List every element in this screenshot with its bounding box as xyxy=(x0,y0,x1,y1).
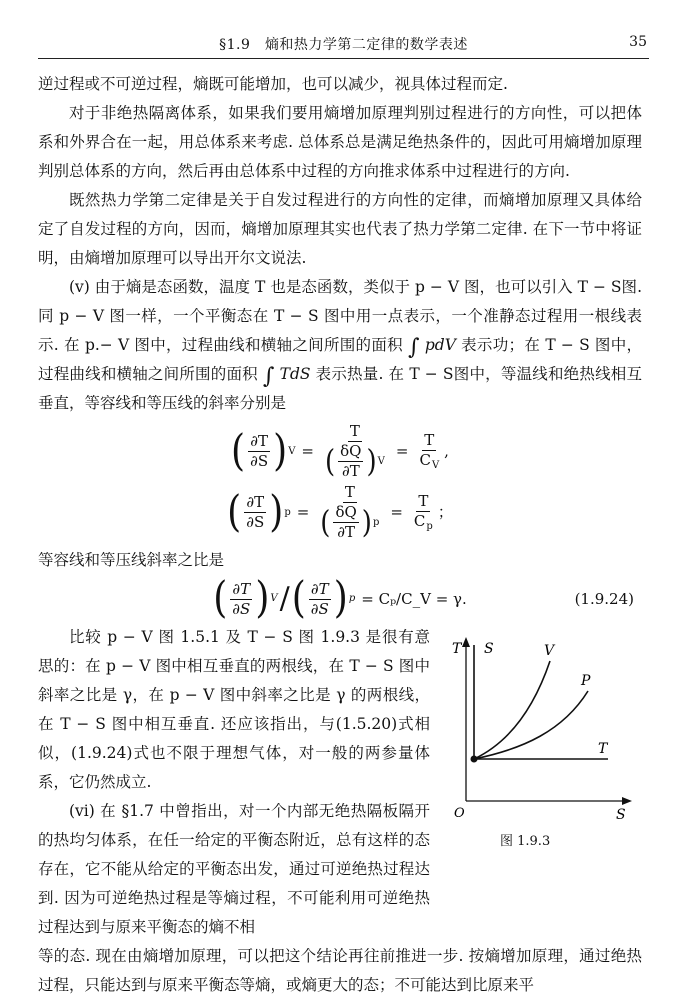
label-curve-t: T xyxy=(598,741,608,757)
paragraph-8: 等的态. 现在由熵增加原理，可以把这个结论再往前推进一步. 按熵增加原理，通过绝热过程，只能达到与原来平衡态等熵，或熵更大的态；不可能达到比原来平 xyxy=(38,947,642,994)
equation-isobaric: ( $\frac{\partial T}{\partial S}$ ) p = T ( $\frac{\delta Q}{\partial T}$ ) p = $\frac{T}{C_p}$ ； xyxy=(227,483,453,541)
t-axis-arrow xyxy=(462,637,470,647)
paragraph-5: 等容线和等压线斜率之比是 xyxy=(38,551,225,569)
text-with-figure xyxy=(38,623,642,942)
s-axis-arrow xyxy=(622,797,632,805)
integral-sign: ∫ xyxy=(408,335,420,360)
page-number: 35 xyxy=(629,34,647,50)
text-body xyxy=(38,70,642,1000)
p4-text-e: 表示热量. 在 T − S图中，等温线和绝热线相互垂直，等容线和等压线的斜率分别是 xyxy=(38,365,642,412)
label-s-axis: S xyxy=(616,807,626,821)
label-origin: O xyxy=(454,806,465,821)
ts-diagram xyxy=(438,631,634,821)
integral-sign-2: ∫ xyxy=(263,364,275,389)
figure-caption: 图 1.9.3 xyxy=(500,834,551,849)
paragraph-1: 逆过程或不可逆过程，熵既可能增加，也可以减少，视具体过程而定. xyxy=(38,75,508,93)
figure-1-9-3 xyxy=(430,623,642,942)
equation-isochoric: ( $\frac{\partial T}{\partial S}$ ) V = T ( $\frac{\delta Q}{\partial T}$ ) V = $\frac{T}{C_V}$ , xyxy=(231,422,449,480)
page-header xyxy=(38,32,649,59)
paragraph-3: 既然热力学第二定律是关于自发过程进行的方向性的定律，而熵增加原理又具体给定了自发过程的方向，因而，熵增加原理其实也代表了热力学第二定律. 在下一节中将证明，由熵增加原理可以导出开尔文说法. xyxy=(38,191,642,267)
equation-tag: (1.9.24) xyxy=(574,589,634,608)
running-title: §1.9 熵和热力学第二定律的数学表述 xyxy=(219,37,468,53)
label-curve-s: S xyxy=(484,641,494,657)
label-curve-v: V xyxy=(544,643,555,659)
equation-ratio: ( $\frac{\partial T}{\partial S}$ ) V / ( $\frac{\partial T}{\partial S}$ ) p = Cₚ/C_V = γ. (1.9.24) xyxy=(213,573,634,623)
paragraph-6: 比较 p − V 图 1.5.1 及 T − S 图 1.9.3 是很有意思的：在 p − V 图中相互垂直的两根线，在 T − S 图中斜率之比是 γ，在 p − V 图中斜率之比是 γ 的两根线，在 T − S 图中相互垂直. 还应该指出，与(1.5.20)式相似，(1.9.24)式也不限于理想气体，对一般的两参量体系，它仍然成立. xyxy=(38,628,430,791)
paragraph-4 xyxy=(38,273,642,418)
p4-text-c: 表示功；在 T − S 图中，过程曲线和横轴之间所围的面积 xyxy=(38,336,643,383)
p4-pdv: pdV xyxy=(424,336,456,354)
p4-tds: TdS xyxy=(279,365,311,383)
state-point xyxy=(471,756,478,763)
paragraph-2: 对于非绝热隔离体系，如果我们要用熵增加原理判别过程进行的方向性，可以把体系和外界合在一起，用总体系来考虑. 总体系总是满足绝热条件的，因此可用熵增加原理判别总体系的方向，然后再由总体系中过程的方向推求体系中过程进行的方向. xyxy=(38,104,642,180)
label-t-axis: T xyxy=(452,641,462,657)
p4-text-a: (v) 由于熵是态函数，温度 T 也是态函数，类似于 p − V 图，也可以引入 T − S图. 同 p − V 图一样，一个平衡态在 T − S 图中用一点表示，一个准静态过程用一根线表示. 在 p.− V 图中，过程曲线和横轴之间所围的面积 xyxy=(38,278,642,354)
label-curve-p: P xyxy=(581,673,591,689)
paragraph-7: (vi) 在 §1.7 中曾指出，对一个内部无绝热隔板隔开的热均匀体系，在任一给定的平衡态附近，总有这样的态存在，它不能从给定的平衡态出发，通过可逆绝热过程达到. 因为可逆绝热过程是等熵过程，不可能利用可逆绝热过程达到与原来平衡态的熵不相 xyxy=(38,802,430,936)
curve-v xyxy=(474,661,550,759)
